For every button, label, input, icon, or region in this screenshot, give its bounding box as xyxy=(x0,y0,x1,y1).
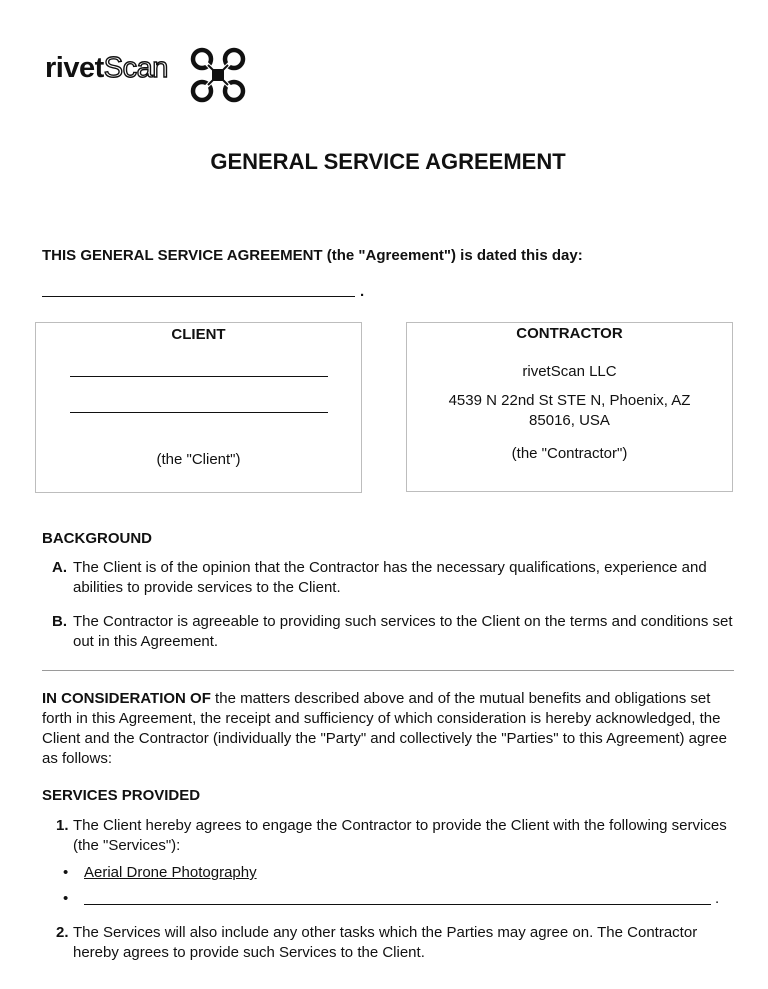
logo-text-light: Scan xyxy=(103,52,168,84)
client-name-line[interactable] xyxy=(70,376,328,377)
date-blank-line[interactable] xyxy=(42,296,355,297)
background-item-text: The Client is of the opinion that the Contractor has the necessary qualifications, experience and abilities to provide services to the Client. xyxy=(73,559,707,596)
section-divider xyxy=(42,670,734,671)
services-item-1 xyxy=(42,816,742,856)
client-box xyxy=(35,322,362,493)
contractor-label: (the "Contractor") xyxy=(511,445,628,462)
list-number: 2. xyxy=(56,924,69,941)
service-line-period: . xyxy=(715,890,720,907)
contractor-box xyxy=(406,322,733,492)
consideration-text: the matters described above and of the mutual benefits and obligations set forth in this Agreement, the receipt and sufficiency of which consideration is hereby acknowledged, the Client and the Contractor (individually the "Party" and collectively the "Parties" to this Agreement) agree as follows: xyxy=(42,690,727,767)
date-line-period: . xyxy=(360,283,365,300)
service-entry[interactable]: Aerial Drone Photography xyxy=(84,864,257,881)
background-item-a xyxy=(42,558,742,598)
drone-icon xyxy=(189,46,247,104)
logo-wordmark xyxy=(45,54,168,83)
consideration-paragraph xyxy=(42,689,738,769)
list-marker: A. xyxy=(52,559,67,576)
client-label: (the "Client") xyxy=(156,451,241,468)
bullet: • xyxy=(63,890,69,907)
background-item-b xyxy=(42,612,742,652)
service-blank-line[interactable] xyxy=(84,904,711,905)
services-item-2 xyxy=(42,923,742,963)
bullet: • xyxy=(63,864,69,881)
services-heading: SERVICES PROVIDED xyxy=(42,787,201,804)
consideration-lead: IN CONSIDERATION OF xyxy=(42,690,211,707)
list-marker: B. xyxy=(52,613,67,630)
page-title: GENERAL SERVICE AGREEMENT xyxy=(210,149,566,174)
background-item-text: The Contractor is agreeable to providing such services to the Client on the terms and conditions set out in this Agreement. xyxy=(73,613,733,650)
contractor-name: rivetScan LLC xyxy=(522,363,617,380)
background-heading: BACKGROUND xyxy=(42,530,152,547)
services-item-text: The Services will also include any other tasks which the Parties may agree on. The Contractor hereby agrees to provide such Services to the Client. xyxy=(73,924,698,961)
contractor-heading: CONTRACTOR xyxy=(516,325,623,342)
logo-text-bold: rivet xyxy=(45,52,104,84)
list-number: 1. xyxy=(56,817,69,834)
agreement-dated-text: THIS GENERAL SERVICE AGREEMENT (the "Agreement") is dated this day: xyxy=(42,247,583,264)
contractor-address: 4539 N 22nd St STE N, Phoenix, AZ 85016, USA xyxy=(448,392,691,429)
services-item-text: The Client hereby agrees to engage the Contractor to provide the Client with the following services (the "Services"): xyxy=(73,817,727,854)
client-address-line[interactable] xyxy=(70,412,328,413)
company-logo xyxy=(45,46,250,104)
client-heading: CLIENT xyxy=(171,326,226,343)
